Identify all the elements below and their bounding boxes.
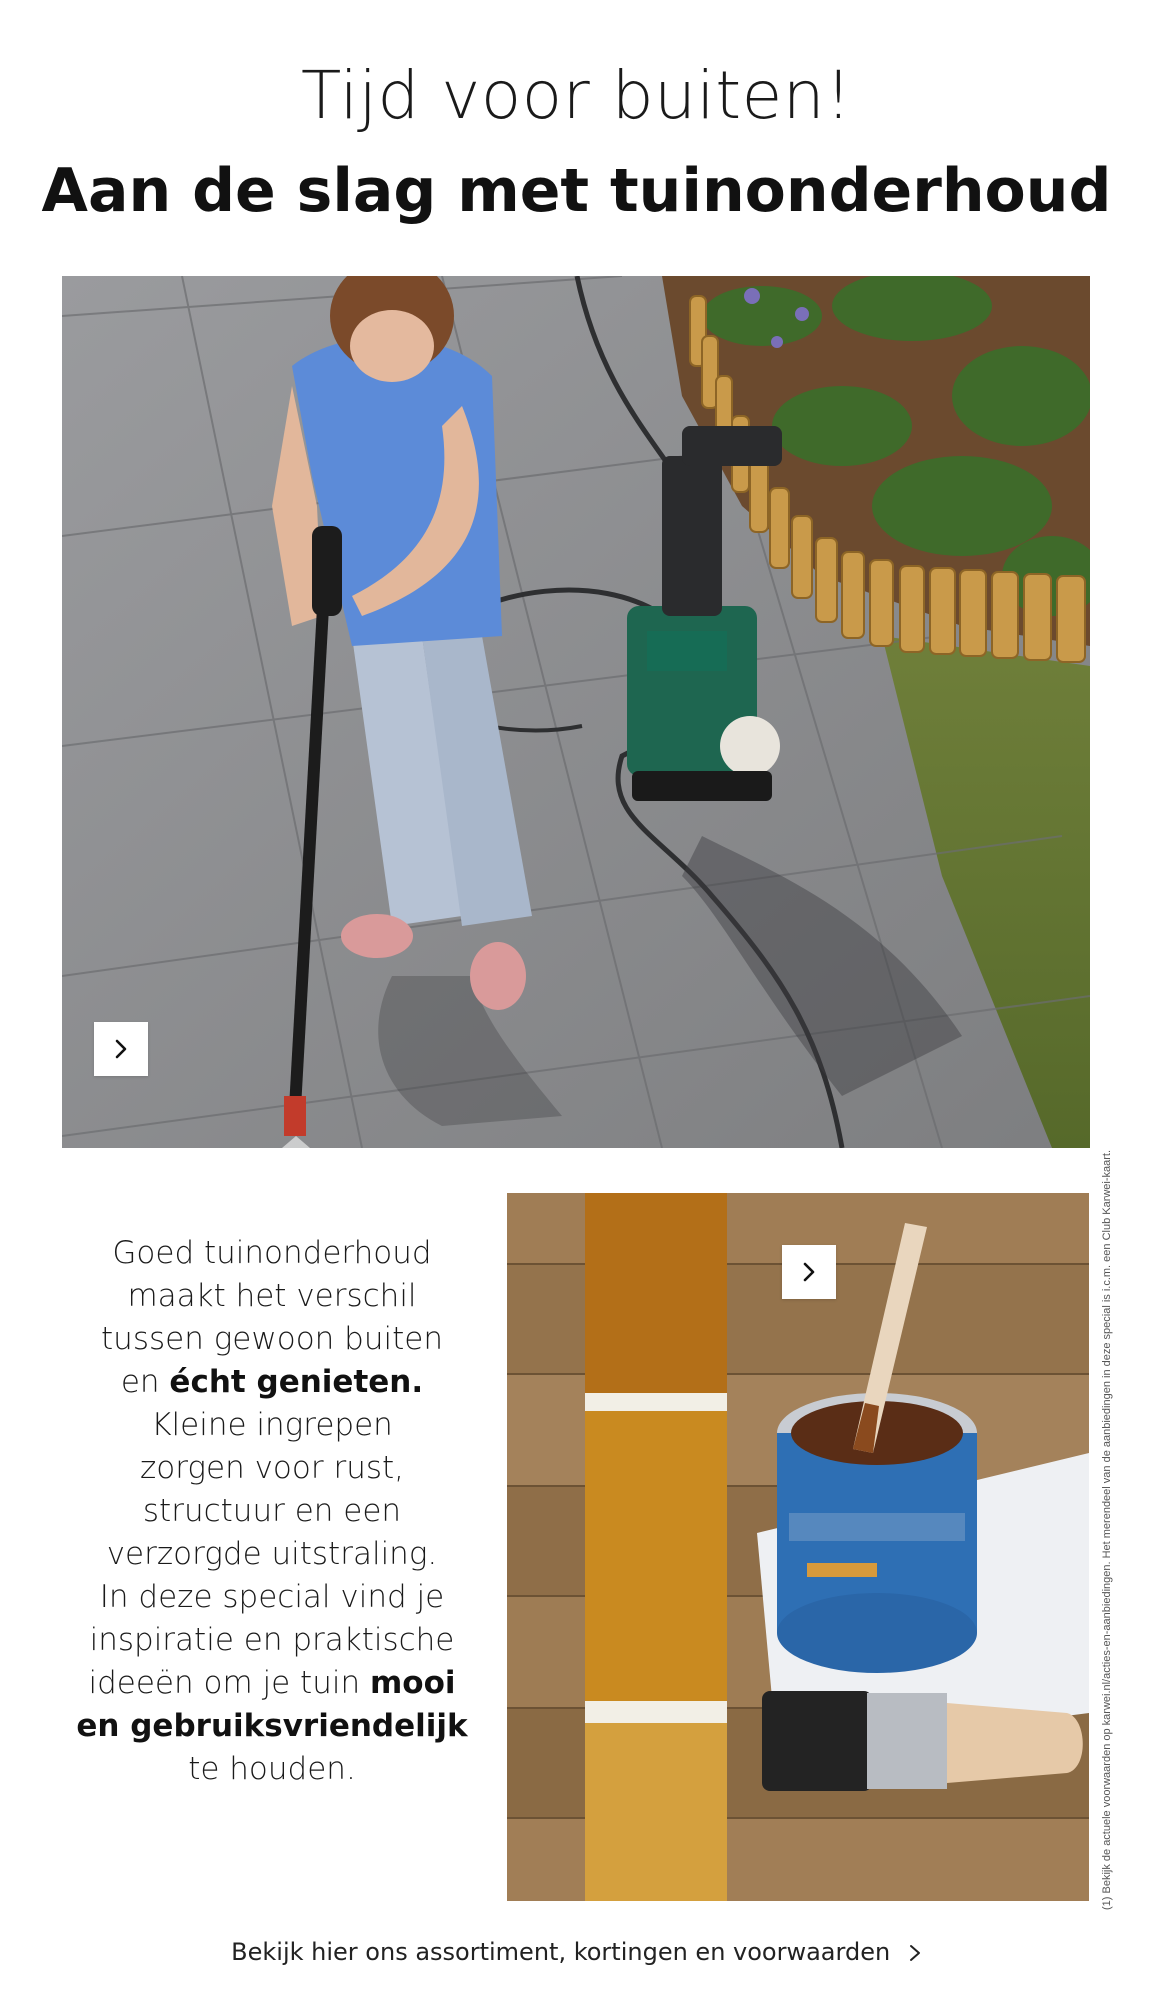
assortment-link[interactable] xyxy=(0,1938,1153,1966)
intro-line: tussen gewoon buiten xyxy=(101,1321,443,1357)
legal-side-note xyxy=(1098,860,1118,1910)
intro-line: Kleine ingrepen xyxy=(151,1407,393,1443)
intro-emphasis: mooi xyxy=(369,1665,456,1701)
intro-line: Goed tuinonderhoud xyxy=(112,1235,432,1271)
legal-side-note-text: (1) Bekijk de actuele voorwaarden op karwei.nl/acties-en-aanbiedingen. Het merendeel van de aanbiedingen in deze special is i.c.m. een Club Karwei-kaart. xyxy=(1101,1149,1113,1910)
page-title-main: Aan de slag met tuinonderhoud xyxy=(41,156,1112,226)
intro-line: maakt het verschil xyxy=(127,1278,417,1314)
intro-text: en xyxy=(120,1364,170,1400)
intro-emphasis: écht genieten. xyxy=(169,1364,424,1400)
intro-line: te houden. xyxy=(188,1751,356,1787)
intro-line xyxy=(62,1662,482,1705)
pressure-washer-photo[interactable] xyxy=(62,276,1090,1148)
chevron-right-icon xyxy=(798,1261,820,1283)
wood-stain-photo[interactable] xyxy=(507,1193,1089,1901)
intro-line xyxy=(62,1361,482,1404)
wood-stain-illustration xyxy=(507,1193,1089,1901)
page-title-top: Tijd voor buiten! xyxy=(300,57,853,134)
intro-line xyxy=(62,1705,482,1748)
chevron-right-icon xyxy=(908,1943,922,1963)
assortment-link-label: Bekijk hier ons assortiment, kortingen en voorwaarden xyxy=(231,1938,891,1966)
intro-line: structuur en een xyxy=(142,1493,402,1529)
intro-line: In deze special vind je xyxy=(99,1579,445,1615)
intro-text: ideeën om je tuin xyxy=(88,1665,370,1701)
intro-paragraph xyxy=(62,1232,482,1791)
intro-line: verzorgde uitstraling. xyxy=(106,1536,438,1572)
intro-emphasis: en gebruiksvriendelijk xyxy=(76,1708,468,1744)
chevron-right-icon xyxy=(110,1038,132,1060)
intro-line: zorgen voor rust, xyxy=(139,1450,405,1486)
intro-line: inspiratie en praktische xyxy=(89,1622,455,1658)
photo1-next-button[interactable] xyxy=(94,1022,148,1076)
pressure-washer-illustration xyxy=(62,276,1090,1148)
photo2-next-button[interactable] xyxy=(782,1245,836,1299)
